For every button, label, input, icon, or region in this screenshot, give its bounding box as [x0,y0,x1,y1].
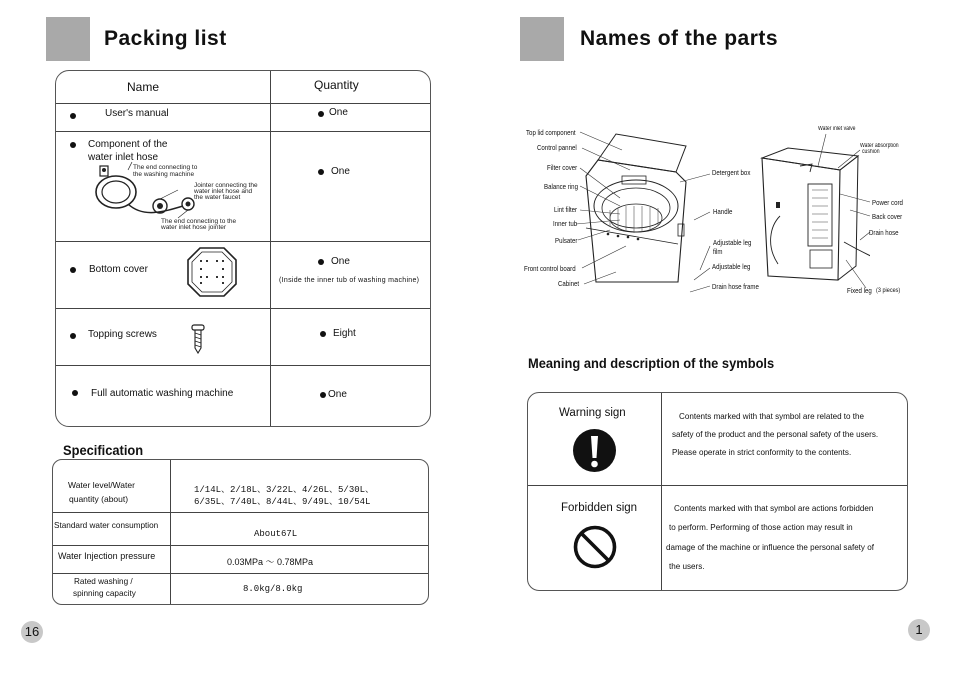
warning-sign-label: Warning sign [559,407,626,419]
hose-label: Jointer connecting the [194,182,258,189]
bullet [318,169,324,175]
symbols-title: Meaning and description of the symbols [528,355,775,371]
part-label-drain-hose: Drain hose [869,228,899,237]
part-label-pulsater: Pulsater [555,236,578,245]
spec-row-divider [53,512,428,513]
packing-table-row-divider [56,241,430,242]
part-label-water-absorption: Water absorption [860,143,899,149]
forbidden-description-line: to perform. Performing of those action may result in [669,522,853,532]
part-label-handle: Handle [713,207,733,216]
forbidden-sign-label: Forbidden sign [561,502,638,514]
part-label-detergent-box: Detergent box [712,168,751,177]
warning-description-line: safety of the product and the personal safety of the users. [672,429,879,439]
packing-table-row-divider [56,365,430,366]
section-marker-right [520,17,564,61]
row-bottom-cover-note: (Inside the inner tub of washing machine) [279,277,420,284]
symbols-column-divider [661,393,662,590]
part-label-filter-cover: Filter cover [547,163,578,172]
part-label-drain-hose-frame: Drain hose frame [712,282,759,291]
part-label-water-inlet-valve: Water inlet valve [818,126,856,132]
hose-label: The end connecting to [133,164,198,171]
screw-illustration [191,324,205,354]
packing-table-row-divider [56,308,430,309]
bullet [70,267,76,273]
spec-water-level-value-line1: 1/14L、2/18L、3/22L、4/26L、5/30L、 [194,485,375,495]
part-label-back-cover: Back cover [872,212,903,221]
warning-exclamation-icon [572,428,617,473]
row-washing-machine-name: Full automatic washing machine [91,388,234,399]
part-label-cabinet: Cabinet [558,279,580,288]
part-label-adjustable-leg: Adjustable leg [712,262,751,271]
forbidden-description-line: Contents marked with that symbol are actions forbidden [674,503,874,513]
page-number-right: 1 [908,619,930,641]
specification-title: Specification [63,442,144,458]
part-label-adjustable-leg-film: Adjustable leg [713,238,752,247]
spec-capacity-label-line1: Rated washing / [74,577,133,586]
hose-label: water inlet hose jointer [161,224,227,231]
part-label-control-pannel: Control pannel [537,143,577,152]
spec-standard-water-label: Standard water consumption [54,521,159,530]
spec-water-level-label-line1: Water level/Water [68,480,135,490]
warning-description-line: Contents marked with that symbol are related to the [679,411,865,421]
symbols-row-divider [528,485,907,486]
part-label-front-control-board: Front control board [524,264,576,273]
bullet [70,113,76,119]
part-label-top-lid: Top lid component [526,128,576,137]
spec-standard-water-value: About67L [254,529,298,539]
part-label-lint-filter: Lint filter [554,205,578,214]
header-quantity: Quantity [314,78,359,92]
bullet [72,390,78,396]
forbidden-description-line: the users. [669,561,705,571]
part-label-fixed-leg-count: (3 pieces) [876,287,901,294]
row-washing-machine-qty: One [328,389,347,400]
packing-list-table [55,70,431,427]
section-marker-left [46,17,90,61]
warning-description-line: Please operate in strict conformity to the contents. [672,447,852,457]
row-hose-name-line2: water inlet hose [88,152,159,163]
row-topping-screws-qty: Eight [333,328,356,339]
packing-table-column-divider [270,71,271,426]
water-inlet-hose-illustration [88,160,198,230]
row-hose-name-line1: Component of the [88,139,168,150]
bullet [320,331,326,337]
part-label-power-cord: Power cord [872,198,903,207]
page-number-left: 16 [21,621,43,643]
hose-label: the water faucet [194,194,241,201]
forbidden-prohibition-icon [573,525,617,569]
bullet [318,259,324,265]
names-of-parts-title: Names of the parts [580,27,779,50]
spec-water-level-value-line2: 6/35L、7/40L、8/44L、9/49L、10/54L [194,497,371,507]
bullet [320,392,326,398]
header-name: Name [127,80,160,94]
spec-row-divider [53,573,428,574]
row-users-manual-name: User's manual [105,108,169,119]
hose-label: water inlet hose and [194,188,253,195]
part-label-fixed-leg: Fixed leg [847,286,872,295]
spec-column-divider [170,460,171,604]
bullet [70,333,76,339]
bullet [70,142,76,148]
part-label-adjustable-leg-film-2: film [713,247,723,256]
spec-water-level-label-line2: quantity (about) [69,494,129,504]
row-hose-qty: One [331,166,350,177]
bullet [318,111,324,117]
spec-row-divider [53,545,428,546]
packing-table-row-divider [56,131,430,132]
row-bottom-cover-qty: One [331,256,350,267]
part-label-balance-ring: Balance ring [544,182,578,191]
hose-label: the washing machine [133,171,195,178]
spec-injection-pressure-label: Water Injection pressure [58,551,156,561]
spec-injection-pressure-value: 0.03MPa ～ 0.78MPa [227,557,314,567]
part-label-water-absorption-cushion: cushion [862,149,880,155]
row-bottom-cover-name: Bottom cover [89,264,148,275]
forbidden-description-line: damage of the machine or influence the personal safety of [666,542,874,552]
row-users-manual-qty: One [329,107,348,118]
hose-label: The end connecting to the [161,218,237,225]
row-topping-screws-name: Topping screws [88,329,157,340]
spec-capacity-label-line2: spinning capacity [73,589,136,598]
packing-list-title: Packing list [104,27,227,50]
part-label-inner-tub: Inner tub [553,219,578,228]
spec-capacity-value: 8.0kg/8.0kg [243,584,303,594]
packing-table-row-divider [56,103,430,104]
bottom-cover-illustration [186,246,238,298]
